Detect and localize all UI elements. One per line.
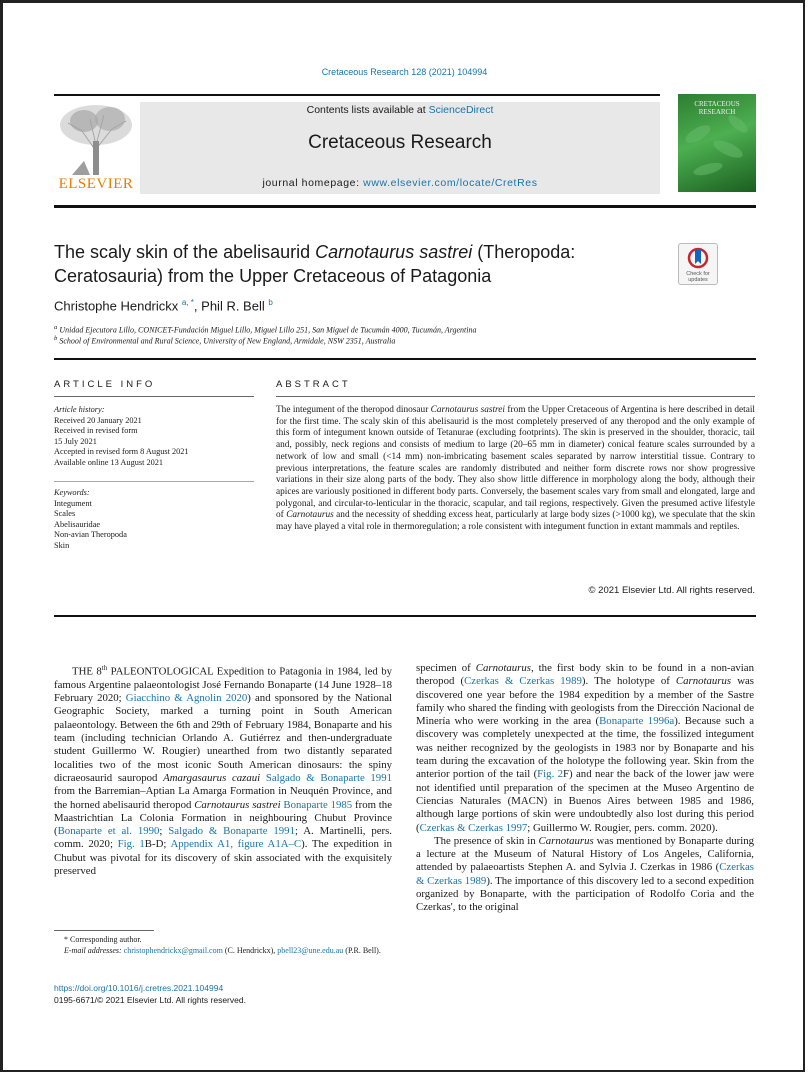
abstract-bottom-rule <box>54 615 756 617</box>
citation-link[interactable]: Salgado & Bonaparte 1991 <box>168 825 295 838</box>
body-paragraph: specimen of Carnotaurus, the first body skin to be found in a non-avian theropod (Czerkas & Czerkas 1989). The holotype of Carnotaurus was discovered one year before the 1984 expedition by a member of the Sastre family who shared the finding with geologists from the Dirección Nacional de Minería who were working in the area (Bonaparte 1996a). Because such a discovery was completely unexpected at the time, the fossilized integument was neither recognized by the geologists in 1983 nor by Bonaparte and his team during the excavation of the holotype the following year. Skin from the anterior portion of the tail (Fig. 2F) and near the back of the lower jaw were not identified until preparation of the specimen at the Museo Argentino de Ciencias Naturales (MACN) in Buenos Aires between 1985 and 1986, although large portions of skin were undoubtedly also lost during this period (Czerkas & Czerkas 1997; Guillermo W. Rougier, pers. comm. 2020). <box>416 662 755 834</box>
doi-link[interactable]: https://doi.org/10.1016/j.cretres.2021.104994 <box>54 983 224 993</box>
article-info-rule <box>54 396 254 397</box>
check-for-updates-button[interactable]: Check for updates <box>678 243 718 285</box>
email-link[interactable]: pbell23@une.edu.au <box>277 946 344 955</box>
article-title: The scaly skin of the abelisaurid Carnotaurus sastrei (Theropoda: Ceratosauria) from the Upper Cretaceous of Patagonia <box>54 242 576 286</box>
keyword: Scales <box>54 509 76 519</box>
keyword: Skin <box>54 540 70 550</box>
journal-cover-image[interactable] <box>678 94 756 192</box>
keywords <box>54 488 127 552</box>
history-item: 15 July 2021 <box>54 436 97 446</box>
citation-link[interactable]: Czerkas & Czerkas 1989 <box>464 675 582 688</box>
check-updates-icon <box>687 247 709 271</box>
appendix-link[interactable]: Appendix A1, figure A1A–C <box>170 838 302 851</box>
affiliation-rule <box>54 358 756 360</box>
author-affiliation-marker[interactable]: a, * <box>181 298 194 307</box>
journal-homepage: journal homepage: www.elsevier.com/locate/CretRes <box>262 177 538 189</box>
affiliation-a: $^a$ Unidad Ejecutora Lillo, CONICET-Fundación Miguel Lillo, Miguel Lillo 251, San Miguel de Tucumán 4000, Tucumán, Argentina <box>54 324 477 335</box>
citation-link[interactable]: Czerkas & Czerkas 1997 <box>419 821 528 834</box>
history-item: Accepted in revised form 8 August 2021 <box>54 447 189 457</box>
author-affiliation-marker[interactable]: b <box>268 298 273 307</box>
citation-link[interactable]: Czerkas & Czerkas 1989 <box>416 861 754 887</box>
citation-link[interactable]: Bonaparte 1996a <box>599 715 675 728</box>
body-column-right <box>416 662 754 915</box>
citation-link[interactable]: Bonaparte et al. 1990 <box>57 825 160 838</box>
issn-copyright: 0195-6671/© 2021 Elsevier Ltd. All rights reserved. <box>54 995 246 1005</box>
history-item: Received in revised form <box>54 426 138 436</box>
body-paragraph: THE 8th PALEONTOLOGICAL Expedition to Patagonia in 1984, led by famous Argentine palaeontologist José Fernando Bonaparte (14 June 1928–18 February 2020; Giacchino & Agnolin 2020) and sponsored by the National Geographic Society, marked a turning point in South American palaeontology. Between the 6th and 29th of February 1984, Bonaparte and his team (including technician Orlando A. Gutiérrez and then-undergraduate student Guillermo W. Rougier) unearthed from two distantly separated localities two of the most iconic South American dinosaurs: the spiny dicraeosaurid sauropod Amargasaurus cazaui Salgado & Bonaparte 1991 from the Barremian–Aptian La Amarga Formation in Neuquén Province, and the horned abelisaurid theropod Carnotaurus sastrei Bonaparte 1985 from the Maastrichtian La Colonia Formation in neighbouring Chubut Province (Bonaparte et al. 1990; Salgado & Bonaparte 1991; A. Martinelli, pers. comm. 2020; Fig. 1B-D; Appendix A1, figure A1A–C). The expedition in Chubut was pivotal for its discovery of skin associated with the exquisitely preserved <box>54 664 393 878</box>
history-rule <box>54 481 254 482</box>
author-name: Christophe Hendrickx <box>54 298 179 314</box>
footnote-rule <box>54 930 154 931</box>
citation-link[interactable]: Bonaparte 1985 <box>280 798 353 811</box>
body-paragraph: The presence of skin in Carnotaurus was mentioned by Bonaparte during a lecture at the Museum of Natural History of Los Angeles, California, attended by palaeoartists Stephen A. and Sylvia J. Czerkas in 1986 (Czerkas & Czerkas 1989). The importance of this discovery led to a second expedition organized by Bonaparte, with the participation of Rodolfo Coria and the Czerkas', to the original <box>416 834 755 914</box>
header-top-rule <box>54 94 660 96</box>
article-info-heading: ARTICLE INFO <box>54 379 156 390</box>
history-label: Article history: <box>54 405 105 414</box>
figure-link[interactable]: Fig. 1 <box>117 838 145 851</box>
abstract-text: The integument of the theropod dinosaur Carnotaurus sastrei from the Upper Cretaceous of Argentina is here described in detail for the first time. The scaly skin of this abelisaurid is the most completely preserved of any theropod and the only example of this form of integument known outside of Tetanurae (excluding footprints). The skin is preserved in the shoulder, thoracic, tail and, possibly, neck regions and consists of medium to large (20–65 mm in diameter) conical feature scales surrounded by a network of low and small (<14 mm) non-imbricating basement scales separated by narrow interstitial tissue. Contrary to previous interpretations, the feature scales are randomly distributed and neither form discrete rows nor show progressive variations in their size along parts of the body. They also show little difference in morphology along the body, although their apices are variously positioned in different body parts. Conversely, the basement scales vary from small and elongated, large and polygonal, and circular-to-lenticular in the thoracic, scapular, and tail regions, respectively. Given the presumed active lifestyle of Carnotaurus and the necessity of shedding excess heat, particularly at large body sizes (>1000 kg), we speculate that the skin may have played a vital role in thermoregulation; a role consistent with integument function in extant mammals and reptiles. <box>276 405 755 533</box>
corresponding-author-note: * Corresponding author. <box>64 935 142 944</box>
header-bottom-rule <box>54 205 756 208</box>
abstract-rule <box>276 396 755 397</box>
doi-block <box>54 982 246 1006</box>
email-link[interactable]: christophendrickx@gmail.com <box>123 946 223 955</box>
keyword: Non-avian Theropoda <box>54 530 127 540</box>
cover-title: CRETACEOUS RESEARCH <box>694 100 740 116</box>
body-column-left <box>54 662 392 878</box>
author-list: Christophe Hendrickx $^{a, *}$, Phil R. Bell $^b$ <box>54 298 273 314</box>
journal-name: Cretaceous Research <box>308 132 492 153</box>
homepage-link[interactable]: www.elsevier.com/locate/CretRes <box>363 177 538 189</box>
keyword: Integument <box>54 498 92 508</box>
affiliation-b: $^b$ School of Environmental and Rural Science, University of New England, Armidale, NSW 2351, Australia <box>54 335 396 346</box>
sciencedirect-link[interactable]: ScienceDirect <box>428 104 494 116</box>
citation-link[interactable]: Giacchino & Agnolin 2020 <box>125 692 248 705</box>
footnote <box>54 934 394 956</box>
abstract-copyright: © 2021 Elsevier Ltd. All rights reserved. <box>588 585 755 596</box>
journal-citation[interactable]: Cretaceous Research 128 (2021) 104994 <box>321 67 488 77</box>
keywords-label: Keywords: <box>54 488 90 497</box>
keyword: Abelisauridae <box>54 519 101 529</box>
figure-link[interactable]: Fig. 2 <box>537 768 564 781</box>
author-name: Phil R. Bell <box>201 298 265 314</box>
article-history <box>54 405 189 469</box>
history-item: Received 20 January 2021 <box>54 415 142 425</box>
contents-line: Contents lists available at ScienceDirect <box>306 104 494 116</box>
elsevier-wordmark: ELSEVIER <box>58 176 134 192</box>
email-addresses: E-mail addresses: christophendrickx@gmail.com (C. Hendrickx), pbell23@une.edu.au (P.R. Bell). <box>64 946 381 955</box>
abstract-heading: ABSTRACT <box>276 379 351 390</box>
citation-link[interactable]: Salgado & Bonaparte 1991 <box>260 771 392 784</box>
history-item: Available online 13 August 2021 <box>54 457 164 467</box>
